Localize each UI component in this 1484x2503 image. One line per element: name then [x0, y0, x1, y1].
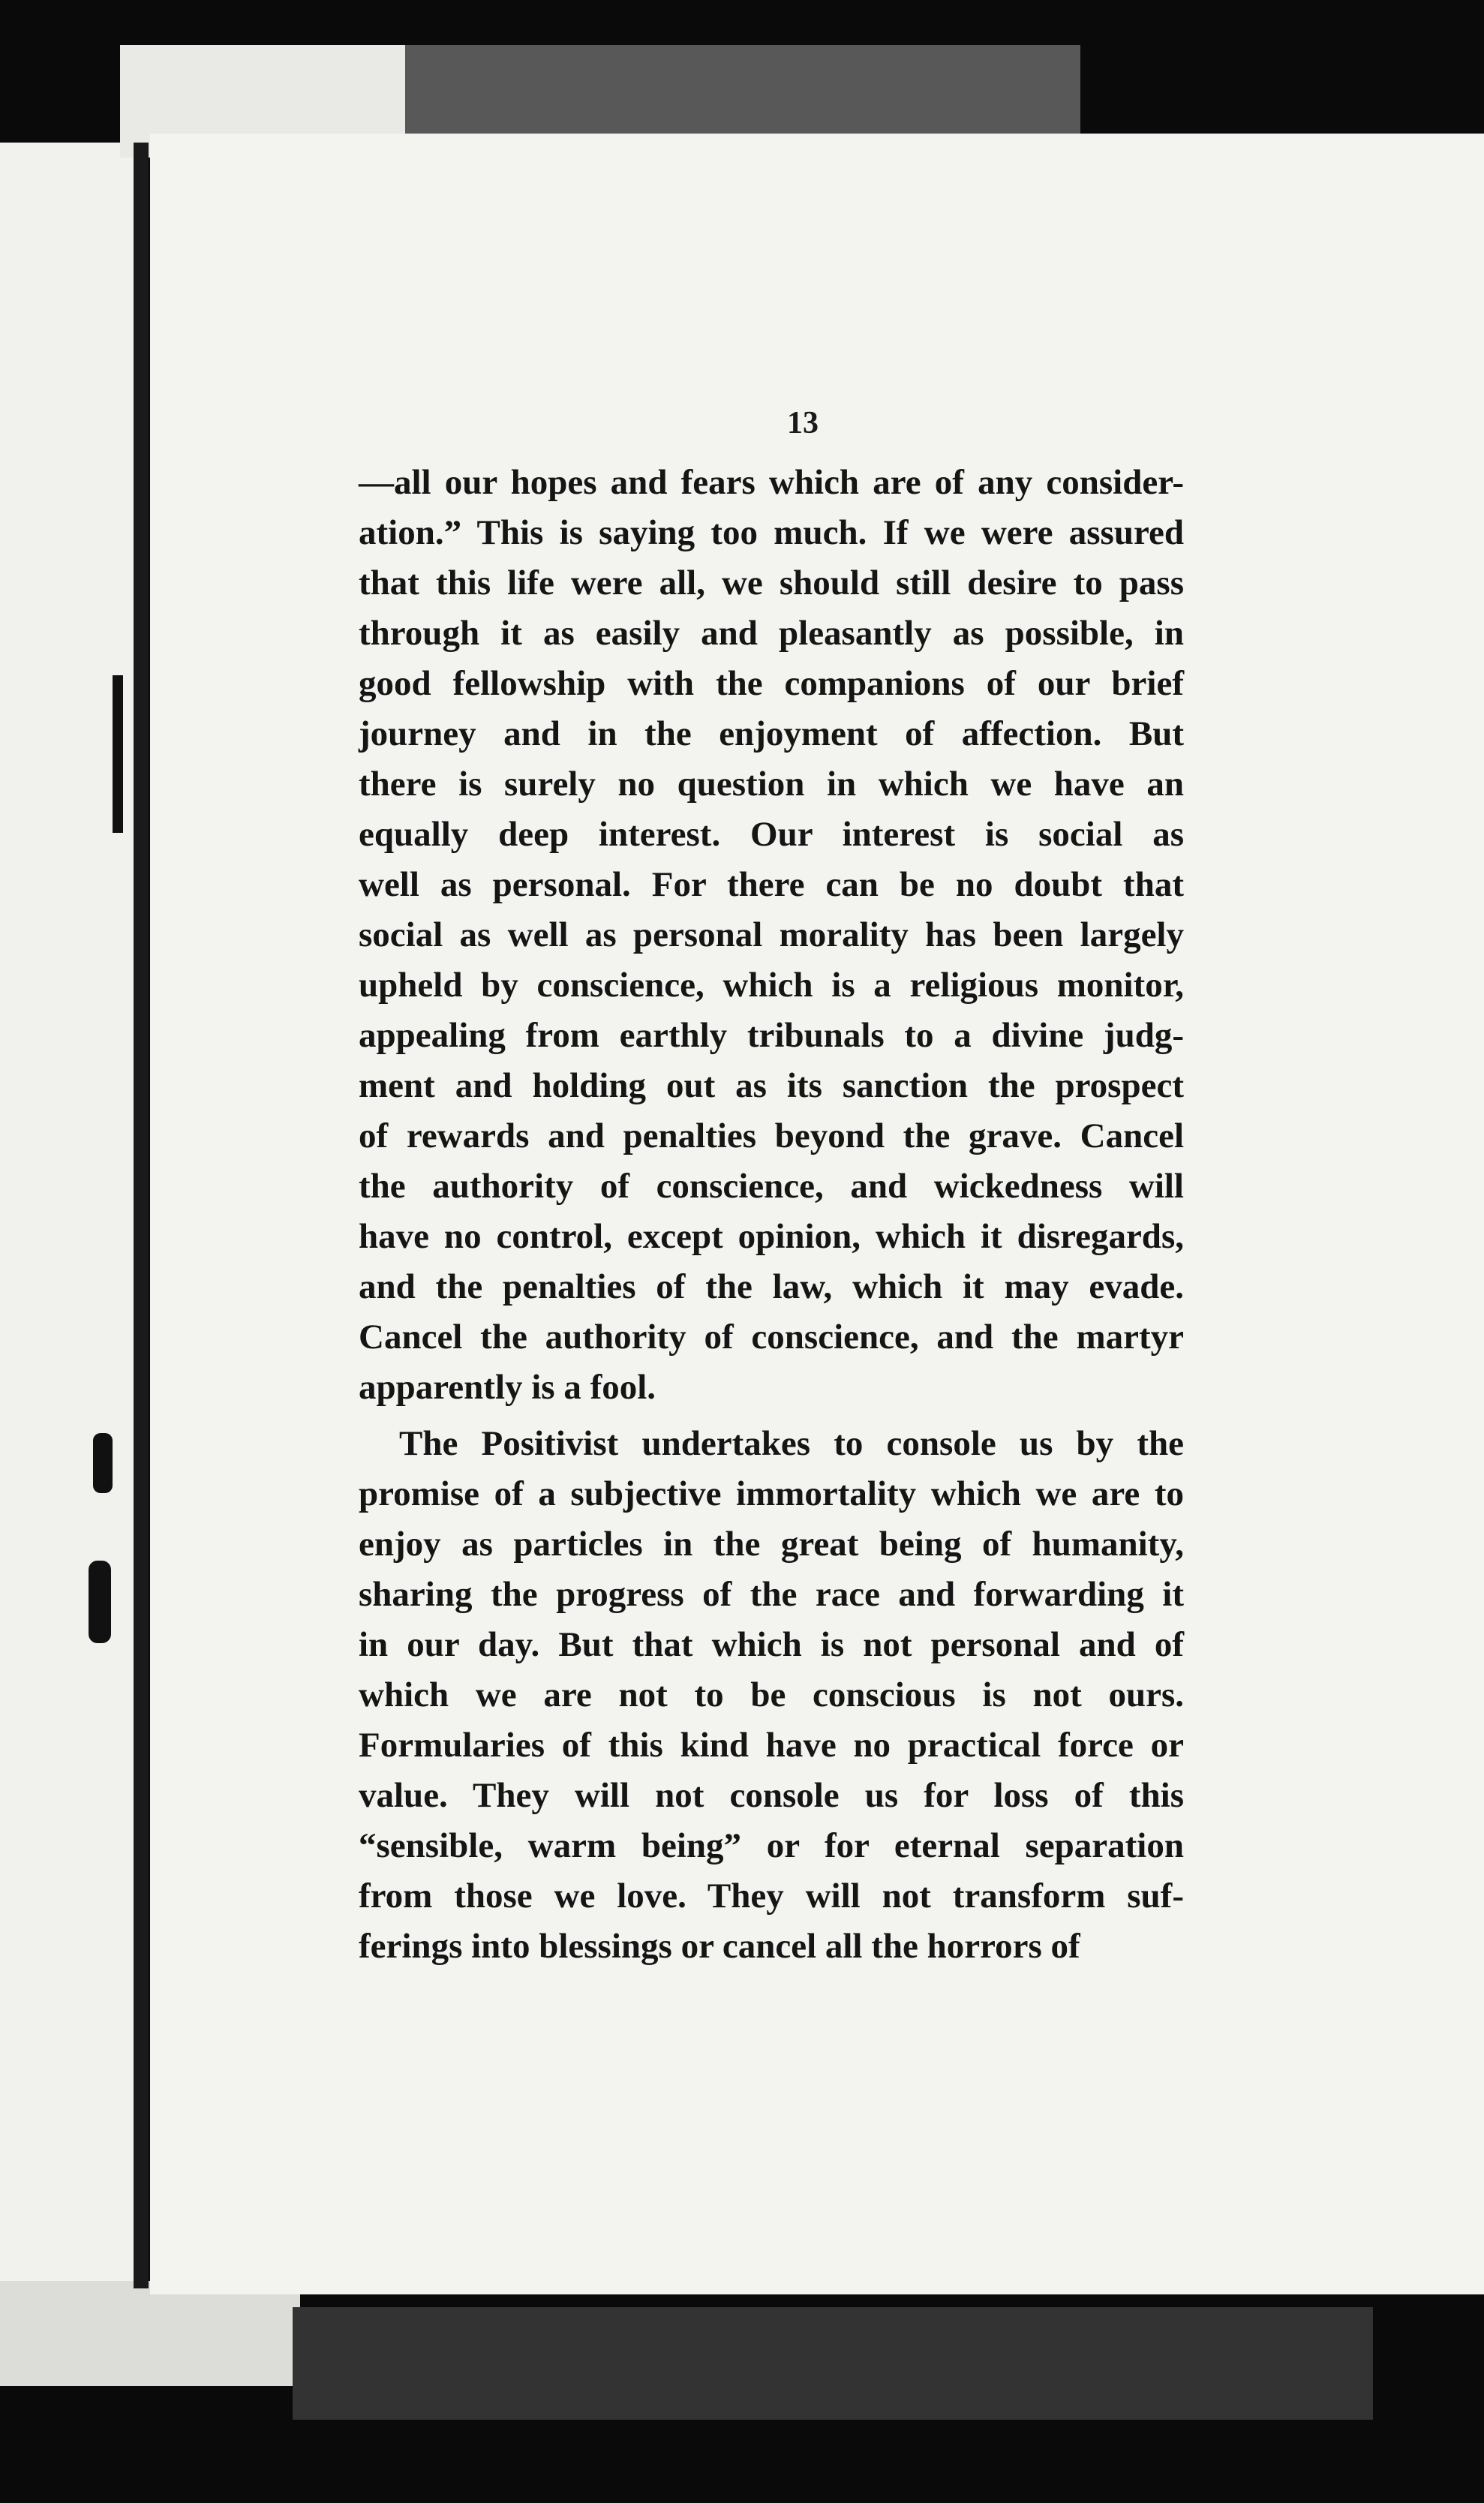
- text-line: Cancel the authority of conscience, and the martyr: [359, 1318, 1184, 1357]
- bottom-scan-band: [293, 2307, 1373, 2420]
- text-line: ation.” This is saying too much. If we were assured: [359, 513, 1184, 552]
- previous-page-edge: [0, 143, 143, 2318]
- text-line: The Positivist undertakes to console us by the: [399, 1424, 1184, 1463]
- body-text: [359, 458, 1184, 1972]
- text-line: apparently is a fool.: [359, 1368, 656, 1407]
- text-line: appealing from earthly tribunals to a divine judg-: [359, 1016, 1184, 1055]
- text-line: that this life were all, we should still desire to pass: [359, 563, 1184, 602]
- text-line: —all our hopes and fears which are of any consider-: [359, 463, 1184, 502]
- book-spine: [134, 143, 149, 2288]
- text-line: journey and in the enjoyment of affection. But: [359, 714, 1184, 753]
- text-line: ment and holding out as its sanction the prospect: [359, 1066, 1184, 1105]
- text-line: sharing the progress of the race and forwarding it: [359, 1575, 1184, 1614]
- paragraph: [359, 458, 1184, 1413]
- text-line: Formularies of this kind have no practical force or: [359, 1726, 1184, 1765]
- paragraph-gap: [359, 1413, 1184, 1419]
- bottom-tab-margin: [0, 2281, 300, 2386]
- text-line: equally deep interest. Our interest is social as: [359, 815, 1184, 854]
- spine-mark: [89, 1561, 111, 1643]
- spine-mark: [93, 1433, 113, 1493]
- text-line: from those we love. They will not transform suf-: [359, 1876, 1184, 1916]
- text-line: have no control, except opinion, which it disregards,: [359, 1217, 1184, 1256]
- page-number: 13: [787, 406, 819, 440]
- text-line: ferings into blessings or cancel all the horrors of: [359, 1927, 1080, 1966]
- text-line: well as personal. For there can be no doubt that: [359, 865, 1184, 904]
- text-line: social as well as personal morality has been largely: [359, 915, 1184, 954]
- text-line: “sensible, warm being” or for eternal separation: [359, 1826, 1184, 1865]
- text-line: good fellowship with the companions of our brief: [359, 664, 1184, 703]
- text-line: value. They will not console us for loss of this: [359, 1776, 1184, 1815]
- text-line: enjoy as particles in the great being of humanity,: [359, 1525, 1184, 1564]
- text-line: through it as easily and pleasantly as possible, in: [359, 614, 1184, 653]
- text-line: and the penalties of the law, which it may evade.: [359, 1267, 1184, 1306]
- spine-mark: [113, 758, 123, 833]
- text-line: the authority of conscience, and wickedness will: [359, 1167, 1184, 1206]
- text-line: of rewards and penalties beyond the grave. Cancel: [359, 1116, 1184, 1155]
- text-line: in our day. But that which is not personal and of: [359, 1625, 1184, 1664]
- text-line: there is surely no question in which we have an: [359, 765, 1184, 804]
- text-line: upheld by conscience, which is a religious monitor,: [359, 966, 1184, 1005]
- text-line: which we are not to be conscious is not ours.: [359, 1675, 1184, 1714]
- text-line: promise of a subjective immortality which we are to: [359, 1474, 1184, 1513]
- paragraph: [359, 1419, 1184, 1972]
